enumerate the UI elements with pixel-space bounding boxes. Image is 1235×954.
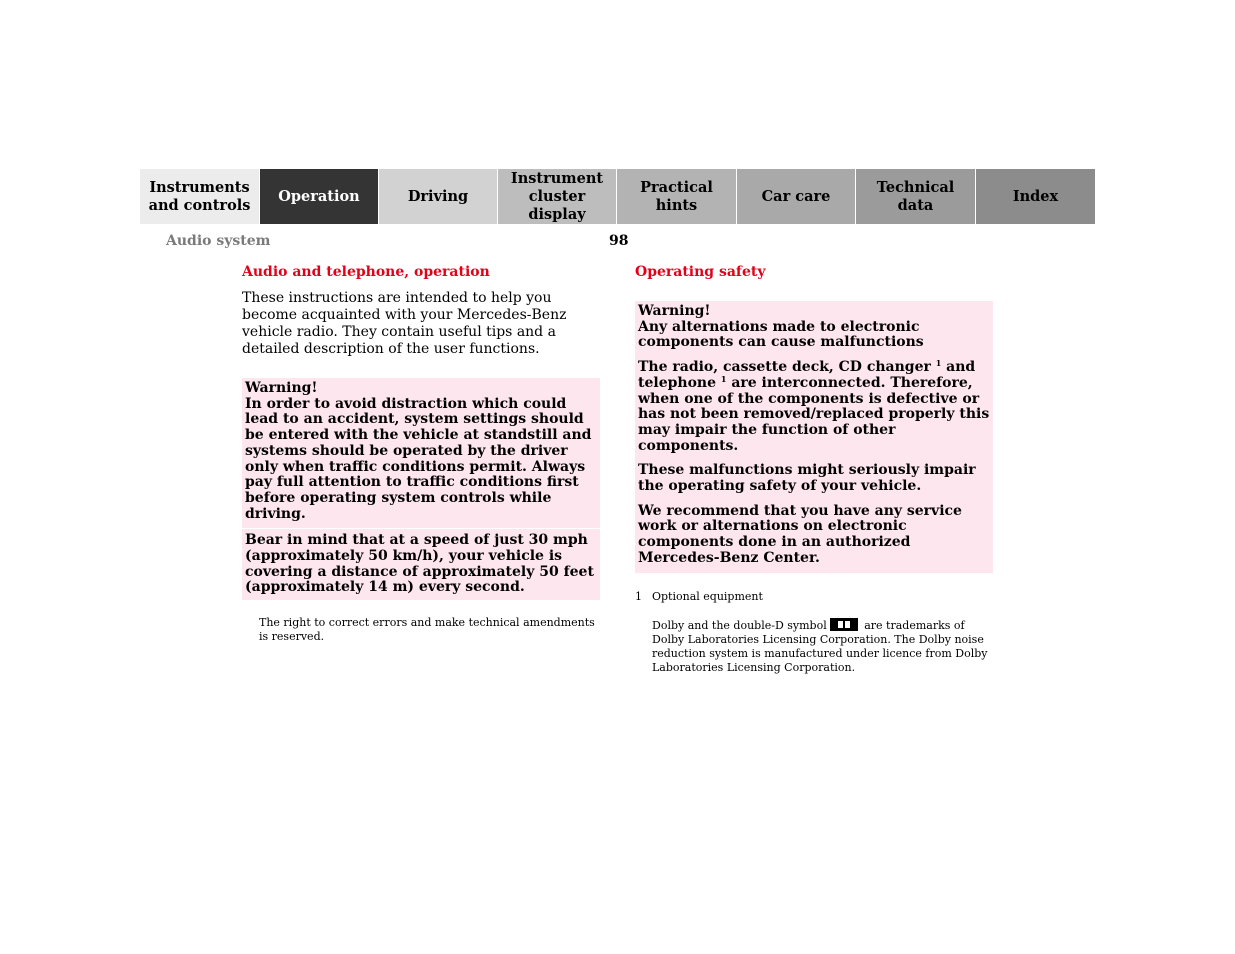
operating-safety-warning-box — [635, 301, 993, 573]
amendments-note: The right to correct errors and make technical amendments is reserved. — [259, 616, 595, 644]
tab-instruments-and-controls[interactable] — [140, 169, 260, 224]
tab-operation[interactable] — [260, 169, 379, 224]
warning-divider — [242, 528, 600, 529]
tab-instrument-cluster-display[interactable] — [498, 169, 617, 224]
right-heading: Operating safety — [635, 264, 766, 280]
page-number: 98 — [609, 233, 629, 249]
tab-label: Driving — [407, 187, 469, 205]
footnote-text: Optional equipment — [652, 589, 763, 603]
tab-technical-data[interactable] — [856, 169, 976, 224]
warning-title: Warning! — [638, 303, 711, 319]
warning-paragraph: We recommend that you have any service work or alternations on electronic components done in an authorized Mercedes-Benz Center. — [638, 502, 962, 566]
warning-paragraph: The radio, cassette deck, CD changer $^1$ and telephone $^1$ are interconnected. Therefore, when one of the components is defective or has not been removed/replaced properly this may impair the function of other components. — [638, 358, 990, 454]
footnote-ref: 1 — [935, 358, 942, 369]
section-title: Audio system — [166, 233, 271, 249]
warning-paragraph: In order to avoid distraction which could lead to an accident, system settings should be entered with the vehicle at standstill and systems should be operated by the driver only when traffic conditions permit. Always pay full attention to traffic conditions first before operating system controls while driving. — [245, 395, 592, 522]
tab-label: Technical data — [876, 178, 955, 214]
chapter-nav — [140, 169, 1095, 224]
tab-label: Car care — [761, 187, 831, 205]
tab-driving[interactable] — [379, 169, 498, 224]
left-heading: Audio and telephone, operation — [242, 264, 490, 280]
footnote-ref: 1 — [720, 373, 727, 384]
left-column — [242, 263, 600, 644]
warning-subtitle: Any alternations made to electronic components can cause malfunctions — [638, 318, 924, 351]
tab-label: Instrument cluster display — [510, 169, 604, 223]
tab-car-care[interactable] — [737, 169, 856, 224]
footnote — [635, 590, 993, 604]
tab-label: Practical hints — [640, 178, 713, 214]
tab-label: Index — [1012, 187, 1059, 205]
intro-paragraph: These instructions are intended to help you become acquainted with your Mercedes-Benz vehicle radio. They contain useful tips and a detailed description of the user functions. — [242, 290, 567, 357]
tab-practical-hints[interactable] — [617, 169, 737, 224]
dolby-trademark-note: Dolby and the double-D symbol are trademarks of Dolby Laboratories Licensing Corporation. The Dolby noise reduction system is manufactured under licence from Dolby Laboratories Licensing Corporation. — [652, 618, 988, 674]
tab-index[interactable] — [976, 169, 1095, 224]
distraction-warning-box — [242, 378, 600, 600]
tab-label: Operation — [278, 187, 360, 205]
dolby-double-d-icon — [830, 618, 858, 631]
warning-title: Warning! — [245, 380, 318, 396]
warning-paragraph: These malfunctions might seriously impair the operating safety of your vehicle. — [638, 462, 976, 495]
footnote-number: 1 — [635, 589, 642, 603]
warning-paragraph: Bear in mind that at a speed of just 30 mph (approximately 50 km/h), your vehicle is covering a distance of approximately 50 feet (approximately 14 m) every second. — [245, 532, 594, 596]
tab-label: Instruments and controls — [148, 178, 251, 214]
right-column — [635, 263, 993, 675]
